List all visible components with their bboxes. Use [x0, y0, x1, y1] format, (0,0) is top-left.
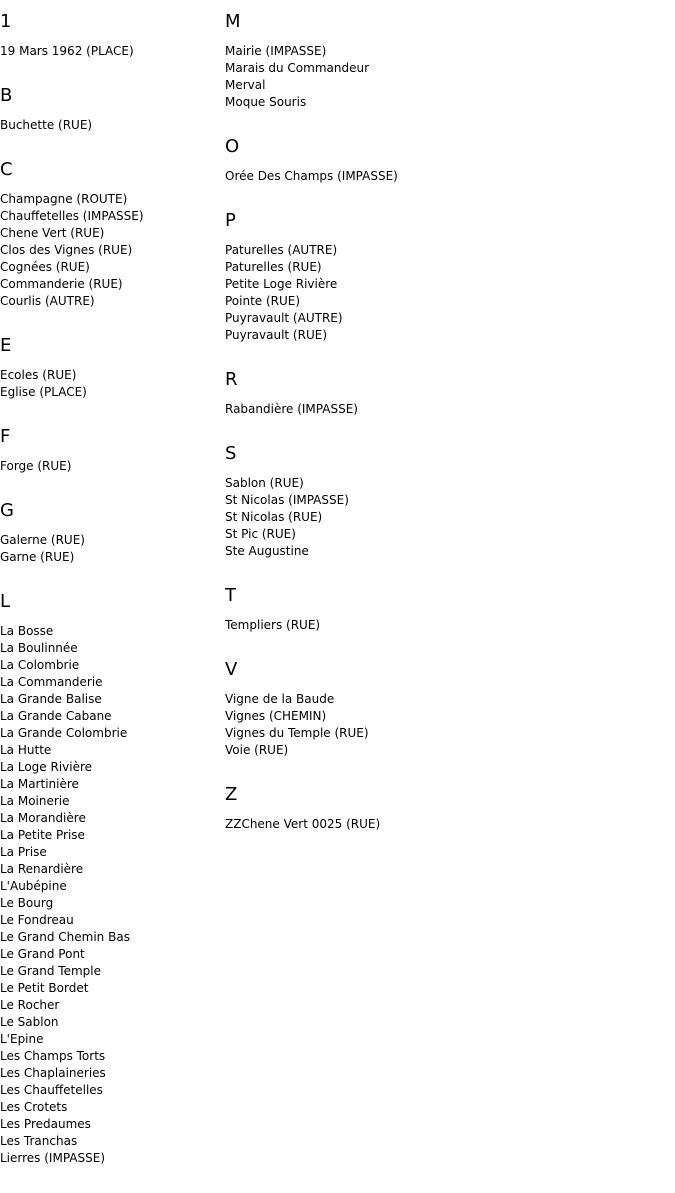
- street-list: [225, 475, 665, 560]
- street-link[interactable]: ZZChene Vert 0025 (RUE): [225, 817, 381, 831]
- street-list: [225, 43, 665, 111]
- letter-heading: G: [0, 500, 14, 521]
- letter-group-g: [0, 501, 225, 566]
- street-link[interactable]: Vigne de la Baude: [225, 692, 335, 706]
- street-link[interactable]: Le Fondreau: [0, 913, 74, 927]
- letter-heading: C: [0, 159, 13, 180]
- street-link[interactable]: La Boulinnée: [0, 641, 78, 655]
- letter-group-o: [225, 137, 665, 185]
- street-link[interactable]: Cognées (RUE): [0, 260, 90, 274]
- street-link[interactable]: Marais du Commandeur: [225, 61, 370, 75]
- street-link[interactable]: Le Grand Temple: [0, 964, 101, 978]
- street-link[interactable]: L'Aubépine: [0, 879, 67, 893]
- street-link[interactable]: La Commanderie: [0, 675, 103, 689]
- street-link[interactable]: Le Petit Bordet: [0, 981, 89, 995]
- street-link[interactable]: Mairie (IMPASSE): [225, 44, 327, 58]
- street-link[interactable]: Courlis (AUTRE): [0, 294, 95, 308]
- letter-heading: M: [225, 11, 241, 32]
- street-link[interactable]: Lierres (IMPASSE): [0, 1151, 105, 1165]
- street-link[interactable]: St Nicolas (RUE): [225, 510, 323, 524]
- letter-heading: R: [225, 369, 238, 390]
- letter-heading: F: [0, 426, 11, 447]
- letter-group-b: [0, 86, 225, 134]
- street-link[interactable]: Voie (RUE): [225, 743, 289, 757]
- street-list: [0, 191, 225, 310]
- letter-group-r: [225, 370, 665, 418]
- street-list: [0, 458, 225, 475]
- street-link[interactable]: Vignes du Temple (RUE): [225, 726, 369, 740]
- street-link[interactable]: Sablon (RUE): [225, 476, 304, 490]
- street-link[interactable]: St Pic (RUE): [225, 527, 296, 541]
- street-list: [225, 168, 665, 185]
- street-link[interactable]: Les Tranchas: [0, 1134, 78, 1148]
- letter-group-f: [0, 427, 225, 475]
- street-list: [0, 367, 225, 401]
- street-link[interactable]: Forge (RUE): [0, 459, 72, 473]
- street-link[interactable]: La Loge Rivière: [0, 760, 93, 774]
- letter-heading: B: [0, 85, 13, 106]
- street-link[interactable]: Galerne (RUE): [0, 533, 85, 547]
- street-link[interactable]: Petite Loge Rivière: [225, 277, 338, 291]
- street-link[interactable]: Buchette (RUE): [0, 118, 93, 132]
- street-link[interactable]: Le Rocher: [0, 998, 60, 1012]
- letter-heading: S: [225, 443, 237, 464]
- letter-group-v: [225, 660, 665, 759]
- street-list: [0, 117, 225, 134]
- letter-heading: O: [225, 136, 240, 157]
- street-link[interactable]: Les Chaplaineries: [0, 1066, 106, 1080]
- street-link[interactable]: La Prise: [0, 845, 47, 859]
- street-link[interactable]: Le Grand Chemin Bas: [0, 930, 130, 944]
- street-link[interactable]: Garne (RUE): [0, 550, 75, 564]
- street-link[interactable]: La Martinière: [0, 777, 79, 791]
- letter-heading: L: [0, 591, 11, 612]
- street-link[interactable]: La Renardière: [0, 862, 84, 876]
- street-link[interactable]: Les Crotets: [0, 1100, 68, 1114]
- letter-group-s: [225, 444, 665, 560]
- street-list: [0, 623, 225, 1167]
- letter-heading: T: [225, 585, 236, 606]
- street-link[interactable]: Le Bourg: [0, 896, 54, 910]
- street-link[interactable]: La Hutte: [0, 743, 52, 757]
- street-link[interactable]: St Nicolas (IMPASSE): [225, 493, 349, 507]
- letter-group-p: [225, 211, 665, 344]
- street-link[interactable]: L'Epine: [0, 1032, 44, 1046]
- street-link[interactable]: Ecoles (RUE): [0, 368, 77, 382]
- letter-group-m: [225, 12, 665, 111]
- letter-group-e: [0, 336, 225, 401]
- street-link[interactable]: La Bosse: [0, 624, 54, 638]
- street-list: [225, 401, 665, 418]
- letter-heading: Z: [225, 784, 238, 805]
- letter-group-t: [225, 586, 665, 634]
- street-index-right-column: [225, 0, 665, 859]
- letter-heading: P: [225, 210, 236, 231]
- street-link[interactable]: Paturelles (AUTRE): [225, 243, 338, 257]
- street-link[interactable]: Les Champs Torts: [0, 1049, 106, 1063]
- street-link[interactable]: Chene Vert (RUE): [0, 226, 105, 240]
- street-link[interactable]: Clos des Vignes (RUE): [0, 243, 133, 257]
- letter-heading: E: [0, 335, 12, 356]
- street-link[interactable]: Les Chauffetelles: [0, 1083, 103, 1097]
- street-list: [225, 617, 665, 634]
- street-link[interactable]: La Colombrie: [0, 658, 80, 672]
- street-link[interactable]: Le Sablon: [0, 1015, 59, 1029]
- street-link[interactable]: Orée Des Champs (IMPASSE): [225, 169, 398, 183]
- street-link[interactable]: La Grande Balise: [0, 692, 102, 706]
- street-link[interactable]: Puyravault (AUTRE): [225, 311, 343, 325]
- letter-group-c: [0, 160, 225, 310]
- letter-group-l: [0, 592, 225, 1167]
- street-link[interactable]: La Moinerie: [0, 794, 70, 808]
- street-link[interactable]: Merval: [225, 78, 266, 92]
- street-link[interactable]: 19 Mars 1962 (PLACE): [0, 44, 134, 58]
- street-link[interactable]: La Morandière: [0, 811, 86, 825]
- letter-heading: 1: [0, 11, 12, 32]
- street-link[interactable]: Chauffetelles (IMPASSE): [0, 209, 144, 223]
- letter-group-z: [225, 785, 665, 833]
- street-link[interactable]: Les Predaumes: [0, 1117, 91, 1131]
- street-link[interactable]: Commanderie (RUE): [0, 277, 123, 291]
- street-link[interactable]: Eglise (PLACE): [0, 385, 87, 399]
- street-list: [225, 816, 665, 833]
- street-link[interactable]: Pointe (RUE): [225, 294, 301, 308]
- street-link[interactable]: La Petite Prise: [0, 828, 85, 842]
- letter-group-1: [0, 12, 225, 60]
- street-link[interactable]: Moque Souris: [225, 95, 307, 109]
- street-link[interactable]: Rabandière (IMPASSE): [225, 402, 358, 416]
- street-list: [0, 43, 225, 60]
- street-link[interactable]: Vignes (CHEMIN): [225, 709, 327, 723]
- street-link[interactable]: Champagne (ROUTE): [0, 192, 128, 206]
- street-link[interactable]: La Grande Cabane: [0, 709, 112, 723]
- street-link[interactable]: Templiers (RUE): [225, 618, 321, 632]
- street-list: [225, 691, 665, 759]
- street-list: [225, 242, 665, 344]
- street-link[interactable]: Ste Augustine: [225, 544, 309, 558]
- street-link[interactable]: Le Grand Pont: [0, 947, 85, 961]
- street-link[interactable]: La Grande Colombrie: [0, 726, 128, 740]
- letter-heading: V: [225, 659, 238, 680]
- street-list: [0, 532, 225, 566]
- street-link[interactable]: Paturelles (RUE): [225, 260, 322, 274]
- street-index-left-column: [0, 0, 225, 1193]
- street-link[interactable]: Puyravault (RUE): [225, 328, 327, 342]
